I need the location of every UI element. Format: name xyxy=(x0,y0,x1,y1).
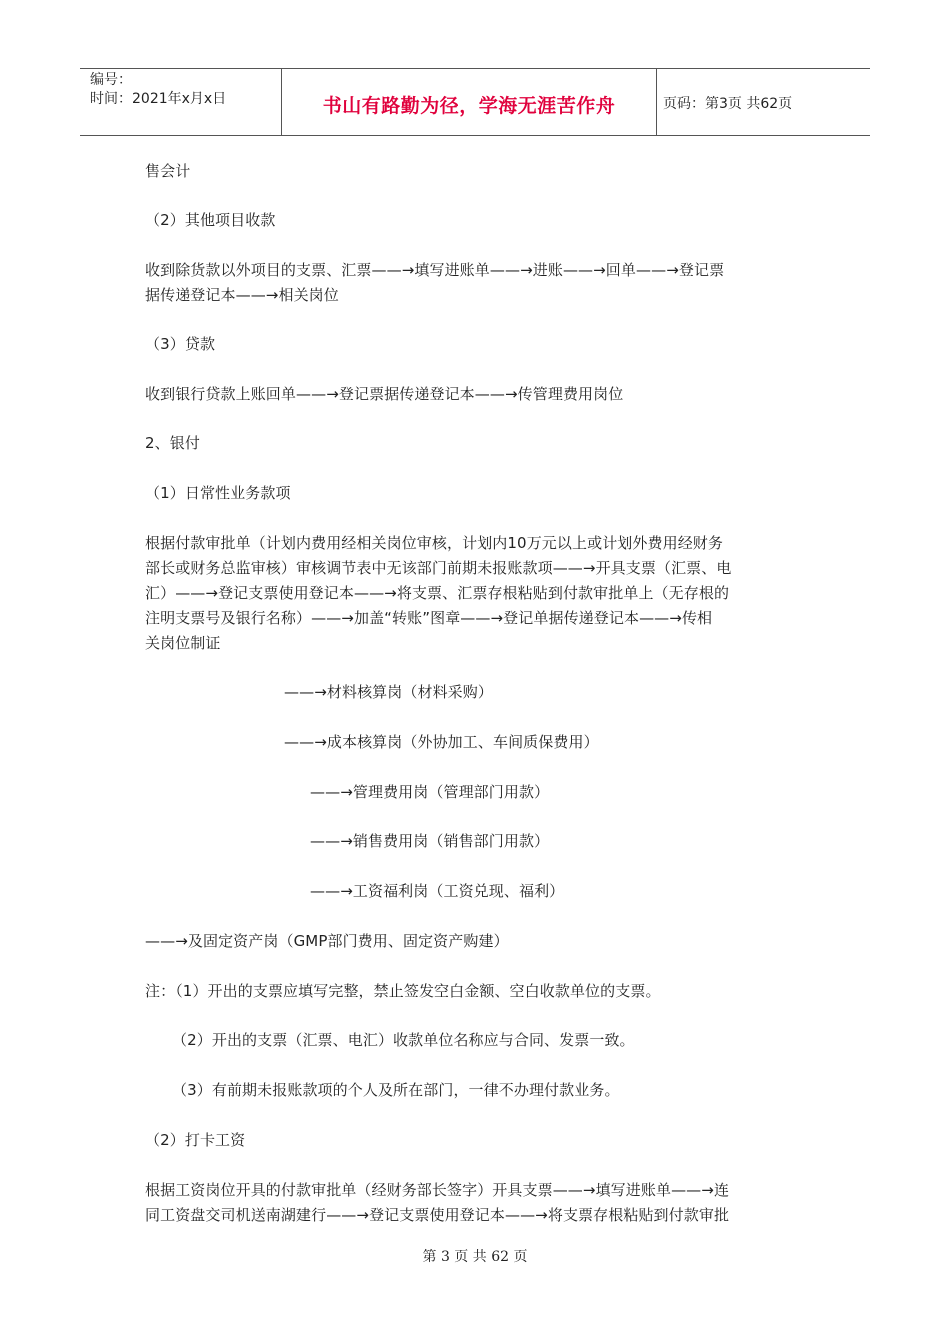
section-heading: （1）日常性业务款项 xyxy=(145,484,291,502)
page-header xyxy=(80,68,870,136)
page-footer: 第 3 页 共 62 页 xyxy=(422,1249,528,1265)
paragraph-line: 售会计 xyxy=(145,162,191,180)
header-motto: 书山有路勤为径，学海无涯苦作舟 xyxy=(282,69,657,135)
flow-branch: ——→工资福利岗（工资兑现、福利） xyxy=(310,882,565,900)
flow-branch: ——→销售费用岗（销售部门用款） xyxy=(310,832,550,850)
paragraph-line: 注明支票号及银行名称）——→加盖“转账”图章——→登记单据传递登记本——→传相 xyxy=(145,609,713,627)
paragraph-line: 根据付款审批单（计划内费用经相关岗位审核，计划内10万元以上或计划外费用经财务 xyxy=(145,534,723,552)
paragraph-line: 同工资盘交司机送南湖建行——→登记支票使用登记本——→将支票存根粘贴到付款审批 xyxy=(145,1206,730,1224)
time-label: 时间：2021年x月x日 xyxy=(90,91,227,107)
note-line: （2）开出的支票（汇票、电汇）收款单位名称应与合同、发票一致。 xyxy=(172,1031,635,1049)
section-heading: （2）其他项目收款 xyxy=(145,211,276,229)
flow-branch: ——→及固定资产岗（GMP部门费用、固定资产购建） xyxy=(145,932,509,950)
flow-branch: ——→管理费用岗（管理部门用款） xyxy=(310,783,550,801)
paragraph-line: 收到银行贷款上账回单——→登记票据传递登记本——→传管理费用岗位 xyxy=(145,385,624,403)
header-meta xyxy=(80,69,282,135)
paragraph-line: 据传递登记本——→相关岗位 xyxy=(145,286,339,304)
paragraph-line: 收到除货款以外项目的支票、汇票——→填写进账单——→进账——→回单——→登记票 xyxy=(145,261,725,279)
paragraph-line: 部长或财务总监审核）审核调节表中无该部门前期未报账款项——→开具支票（汇票、电 xyxy=(145,559,732,577)
flow-branch: ——→成本核算岗（外协加工、车间质保费用） xyxy=(284,733,599,751)
section-heading: （3）贷款 xyxy=(145,335,216,353)
note-line: 注：（1）开出的支票应填写完整，禁止签发空白金额、空白收款单位的支票。 xyxy=(145,982,661,1000)
section-heading: 2、银付 xyxy=(145,434,200,452)
paragraph-line: 关岗位制证 xyxy=(145,634,221,652)
flow-branch: ——→材料核算岗（材料采购） xyxy=(284,683,493,701)
header-page-info: 页码：第3页 共62页 xyxy=(663,96,793,112)
section-heading: （2）打卡工资 xyxy=(145,1131,246,1149)
note-line: （3）有前期未报账款项的个人及所在部门，一律不办理付款业务。 xyxy=(172,1081,620,1099)
paragraph-line: 汇）——→登记支票使用登记本——→将支票、汇票存根粘贴到付款审批单上（无存根的 xyxy=(145,584,730,602)
paragraph-line: 根据工资岗位开具的付款审批单（经财务部长签字）开具支票——→填写进账单——→连 xyxy=(145,1181,730,1199)
code-label: 编号： xyxy=(90,72,132,88)
